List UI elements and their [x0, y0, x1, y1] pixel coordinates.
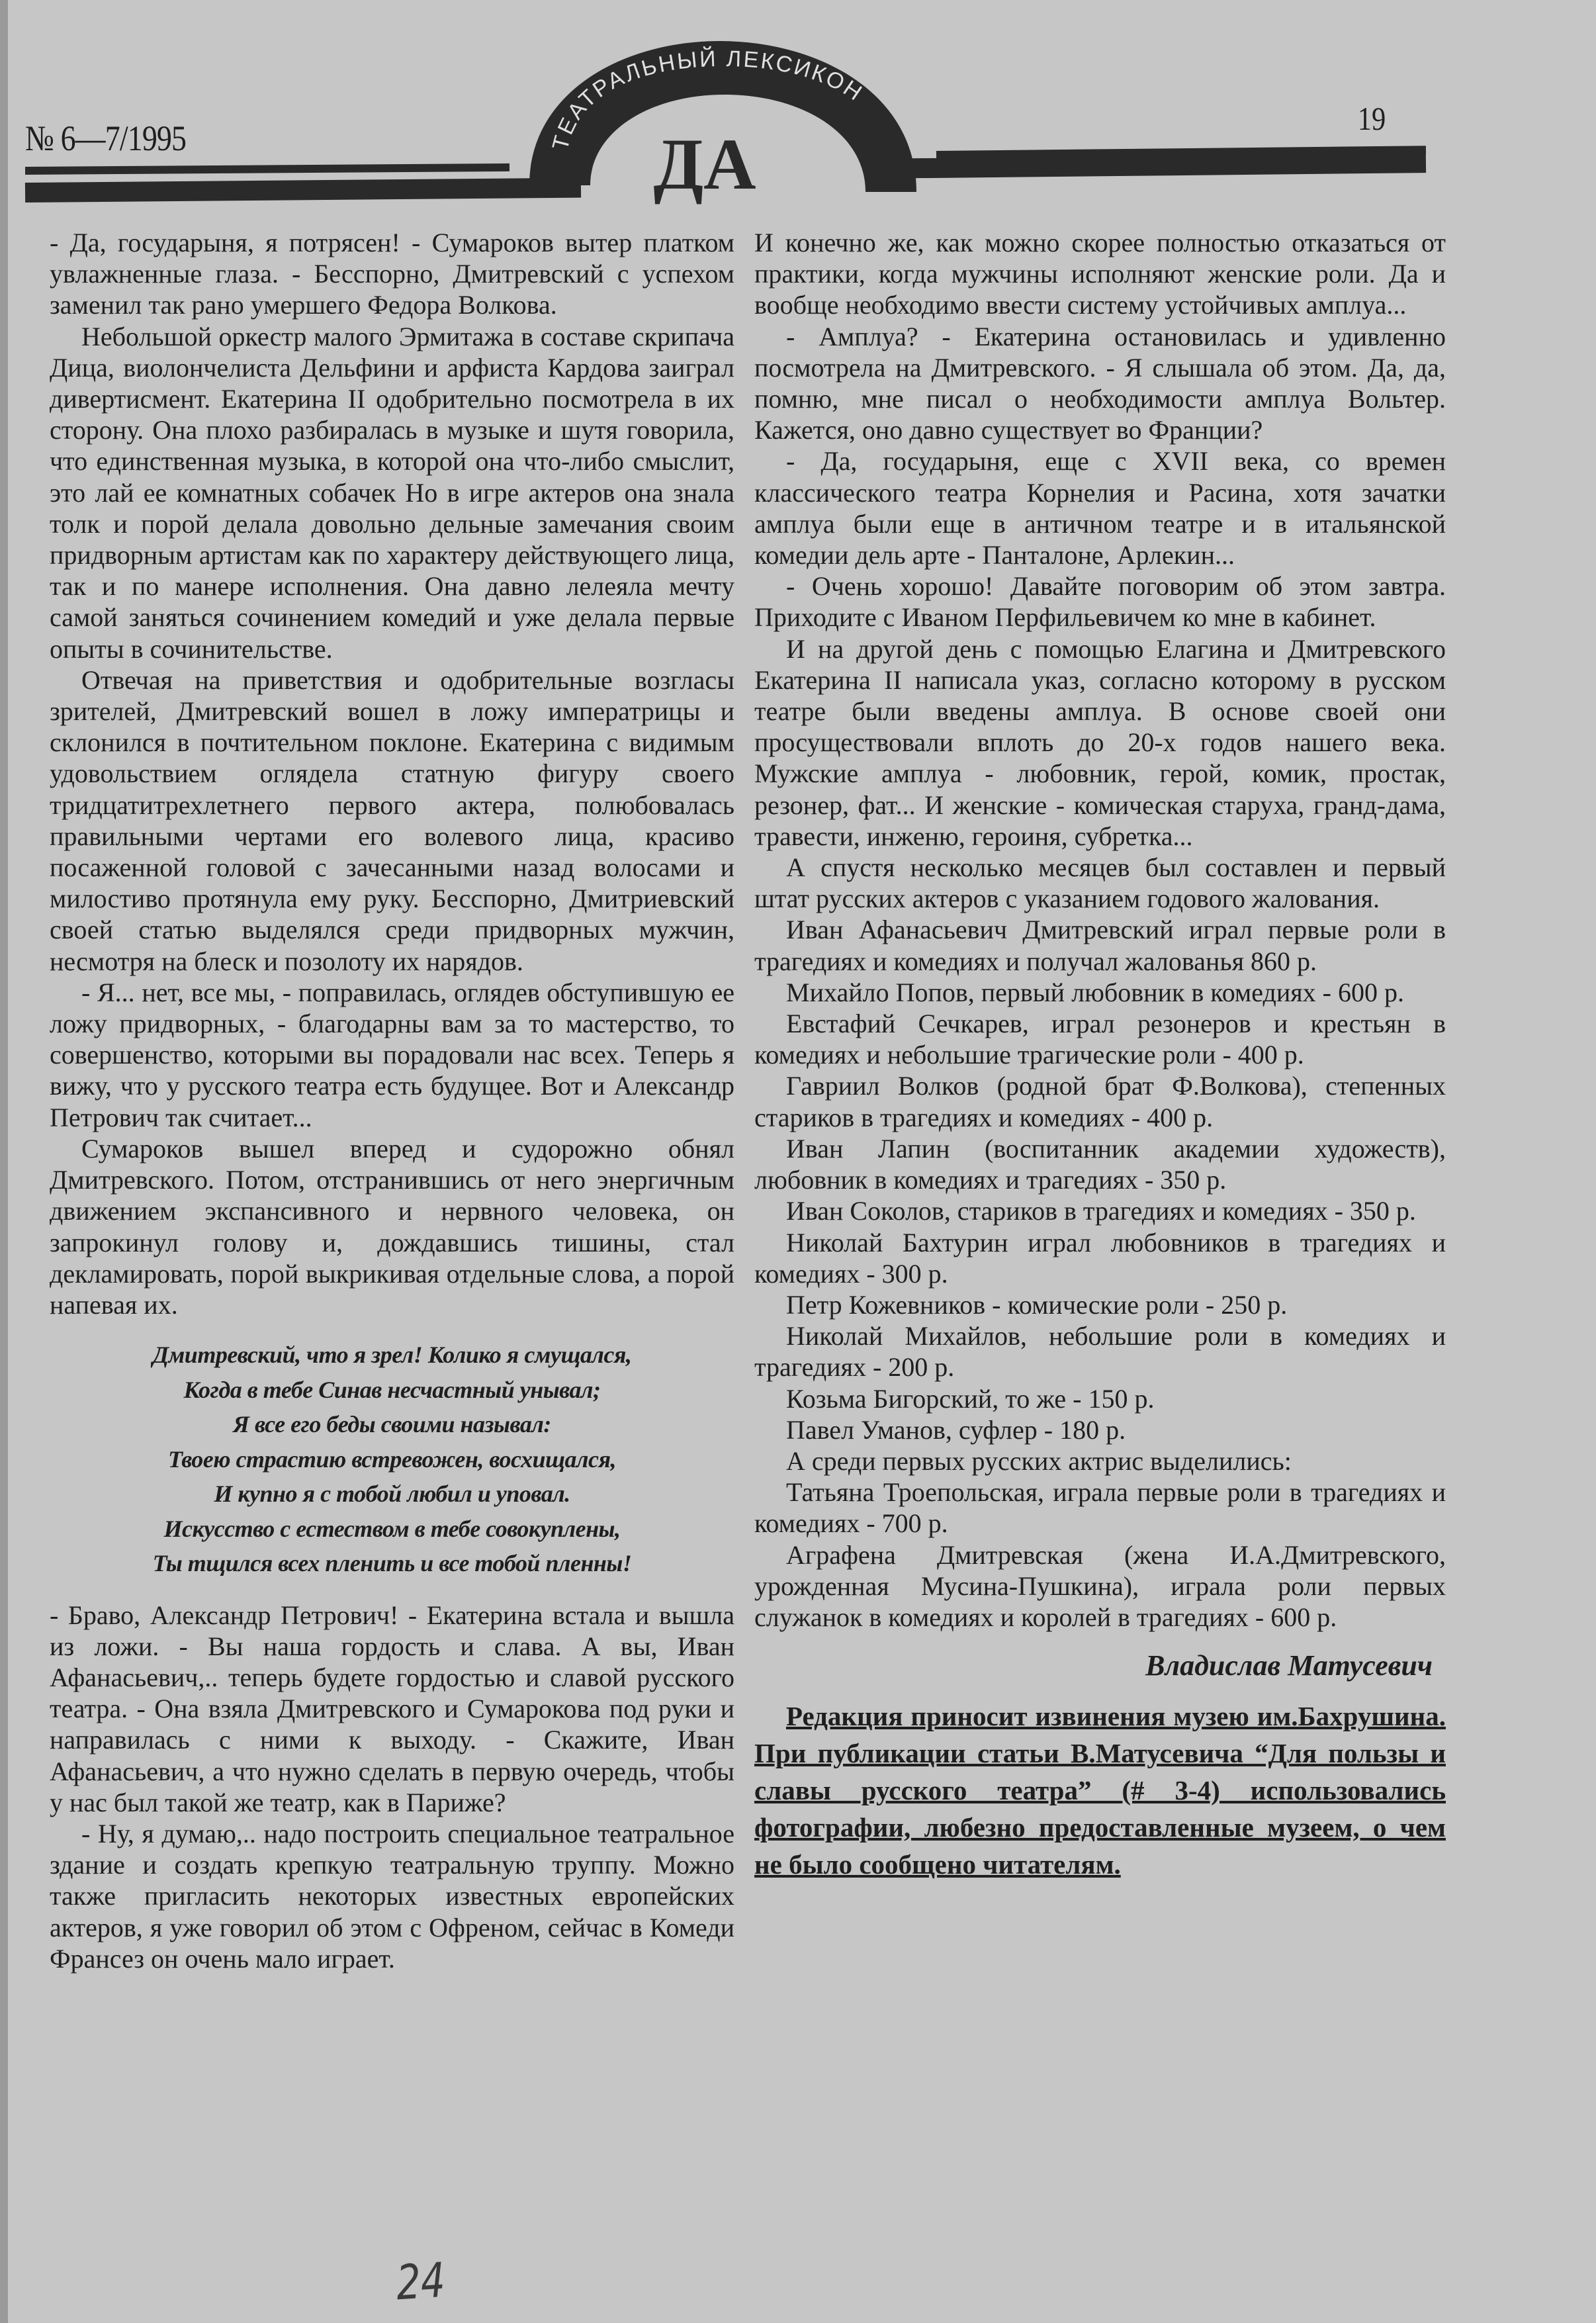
scan-edge — [0, 0, 8, 2323]
paragraph: - Браво, Александр Петрович! - Екатерина встала и вышла из ложи. - Вы наша гордость и слава. А вы, Иван Афанасьевич,.. теперь будете гордостью и славой русского театра. - Она взяла Дмитревского и Сумарокова под руки и направилась с ними к выходу. - Скажите, Иван Афанасьевич, а что нужно сделать в первую очередь, чтобы у нас был такой же театр, как в Париже? — [50, 1600, 734, 1817]
salary-entry: Иван Соколов, стариков в трагедиях и комедиях - 350 р. — [786, 1196, 1416, 1226]
poem-line: Я все его беды своими называл: — [233, 1411, 551, 1438]
paragraph: - Я... нет, все мы, - поправилась, оглядев обступившую ее ложу придворных, - благодарны вам за то мастерство, то совершенство, которыми вы порадовали нас всех. Теперь я вижу, что у русского театра есть будущее. Вот и Александр Петрович так считает... — [50, 977, 734, 1132]
left-column — [50, 227, 734, 1974]
poem-line: Дмитревский, что я зрел! Колико я смущался, — [152, 1342, 632, 1369]
salary-entry: Петр Кожевников - комические роли - 250 р. — [786, 1289, 1288, 1320]
salary-entry: Аграфена Дмитревская (жена И.А.Дмитревского, урожденная Мусина-Пушкина), играла роли первых служанок в комедиях и королей в трагедиях - 600 р. — [754, 1539, 1446, 1632]
paragraph: - Да, государыня, я потрясен! - Сумароков вытер платком увлажненные глаза. - Бесспорно, Дмитревский с успехом заменил так рано умершего Федора Волкова. — [50, 228, 734, 320]
paragraph: - Да, государыня, еще с XVII века, со времен классического театра Корнелия и Расина, хотя зачатки амплуа были еще в античном театре и в итальянской комедии дель арте - Панталоне, Арлекин... — [754, 446, 1446, 570]
paragraph: А спустя несколько месяцев был составлен и первый штат русских актеров с указанием годового жалования. — [754, 852, 1446, 914]
paragraph: И на другой день с помощью Елагина и Дмитревского Екатерина II написала указ, согласно которому в русском театре были введены амплуа. В основе своей они просуществовали вплоть до 20-х годов нашего века. Мужские амплуа - любовник, герой, комик, простак, резонер, фат... И женские - комическая старуха, гранд-дама, травести, инженю, героиня, субретка... — [754, 633, 1446, 851]
poem-line: И купно я с тобой любил и уповал. — [214, 1480, 570, 1508]
salary-entry: Михайло Попов, первый любовник в комедиях - 600 р. — [786, 977, 1404, 1007]
paragraph: И конечно же, как можно скорее полностью отказаться от практики, когда мужчины исполняют женские роли. Да и вообще необходимо ввести систему устойчивых амплуа... — [754, 228, 1446, 320]
salary-entry: Николай Михайлов, небольшие роли в комедиях и трагедиях - 200 р. — [754, 1321, 1446, 1383]
paragraph: - Ну, я думаю,.. надо построить специальное театральное здание и создать крепкую театральную труппу. Можно также пригласить некоторых известных европейских актеров, я уже говорил об этом с Офреном, сейчас в Комеди Франсез он очень мало играет. — [50, 1819, 734, 1974]
salary-entry: Павел Уманов, суфлер - 180 р. — [786, 1414, 1126, 1445]
handwritten-page-note: 24 — [395, 2252, 447, 2311]
salary-entry: Евстафий Сечкарев, играл резонеров и крестьян в комедиях и небольшие трагические роли - 400 р. — [754, 1009, 1446, 1070]
paragraph: Отвечая на приветствия и одобрительные возгласы зрителей, Дмитревский вошел в ложу императрицы и склонился в почтительном поклоне. Екатерина с видимым удовольствием оглядела статную фигуру своего тридцатитрехлетнего первого актера, полюбовалась правильными чертами его волевого лица, красиво посаженной головой с зачесанными назад волосами и милостиво протянула ему руку. Бесспорно, Дмитриевский своей статью выделялся среди придворных мужчин, несмотря на блеск и позолоту их нарядов. — [50, 664, 734, 976]
issue-number: № 6—7/1995 — [25, 118, 187, 158]
poem — [50, 1338, 734, 1581]
author-signature: Владислав Матусевич — [1145, 1649, 1433, 1682]
poem-line: Когда в тебе Синав несчастный унывал; — [183, 1376, 601, 1403]
paragraph: А среди первых русских актрис выделились: — [786, 1445, 1292, 1476]
right-column — [754, 227, 1446, 1883]
masthead-logo — [0, 0, 1596, 225]
poem-line: Искусство с естеством в тебе совокуплены, — [163, 1515, 621, 1542]
salary-entry: Иван Лапин (воспитанник академии художеств), любовник в комедиях и трагедиях - 350 р. — [754, 1133, 1446, 1195]
poem-line: Твоею страстию встревожен, восхищался, — [168, 1445, 616, 1473]
poem-line: Ты тщился всех пленить и все тобой пленны! — [152, 1550, 632, 1577]
paragraph: - Амплуа? - Екатерина остановилась и удивленно посмотрела на Дмитревского. - Я слышала об этом. Да, да, помню, мне писал о необходимости амплуа Вольтер. Кажется, оно давно существует во Франции? — [754, 321, 1446, 445]
paragraph: - Очень хорошо! Давайте поговорим об этом завтра. Приходите с Иваном Перфильевичем ко мне в кабинет. — [754, 571, 1446, 633]
paragraph: Небольшой оркестр малого Эрмитажа в составе скрипача Дица, виолончелиста Дельфини и арфиста Кардова заиграл дивертисмент. Екатерина II одобрительно посмотрела в их сторону. Она плохо разбиралась в музыке и шутя говорила, что единственная музыка, в которой она что-либо смыслит, это лай ее комнатных собачек Но в игре актеров она знала толк и порой делала довольно дельные замечания своим придворным артистам как по характеру действующего лица, так и по манере исполнения. Она давно лелеяла мечту самой заняться сочинением комедий и уже делала первые опыты в сочинительстве. — [50, 321, 734, 664]
salary-entry: Николай Бахтурин играл любовников в трагедиях и комедиях - 300 р. — [754, 1227, 1446, 1289]
salary-entry: Козьма Бигорский, то же - 150 р. — [786, 1383, 1155, 1414]
salary-entry: Татьяна Троепольская, играла первые роли в трагедиях и комедиях - 700 р. — [754, 1477, 1446, 1539]
logo-letters: ДА — [653, 124, 756, 205]
salary-entry: Гавриил Волков (родной брат Ф.Волкова), степенных стариков в трагедиях и комедиях - 400 р. — [754, 1071, 1446, 1132]
page-number: 19 — [1357, 100, 1386, 137]
editorial-notice: Редакция приносит извинения музею им.Бахрушина. При публикации статьи В.Матусевича “Для пользы и славы русского театра” (# 3-4) использовались фотографии, любезно предоставленные музеем, о чем не было сообщено читателям. — [754, 1701, 1446, 1880]
logo-arc-text: ТЕАТРАЛЬНЫЙ ЛЕКСИКОН — [547, 46, 868, 153]
paragraph: Сумароков вышел вперед и судорожно обнял Дмитревского. Потом, отстранившись от него энергичным движением экспансивного и нервного человека, он запрокинул голову и, дождавшись тишины, стал декламировать, порой выкрикивая отдельные слова, а порой напевая их. — [50, 1133, 734, 1320]
salary-entry: Иван Афанасьевич Дмитревский играл первые роли в трагедиях и комедиях и получал жалованья 860 р. — [754, 915, 1446, 976]
